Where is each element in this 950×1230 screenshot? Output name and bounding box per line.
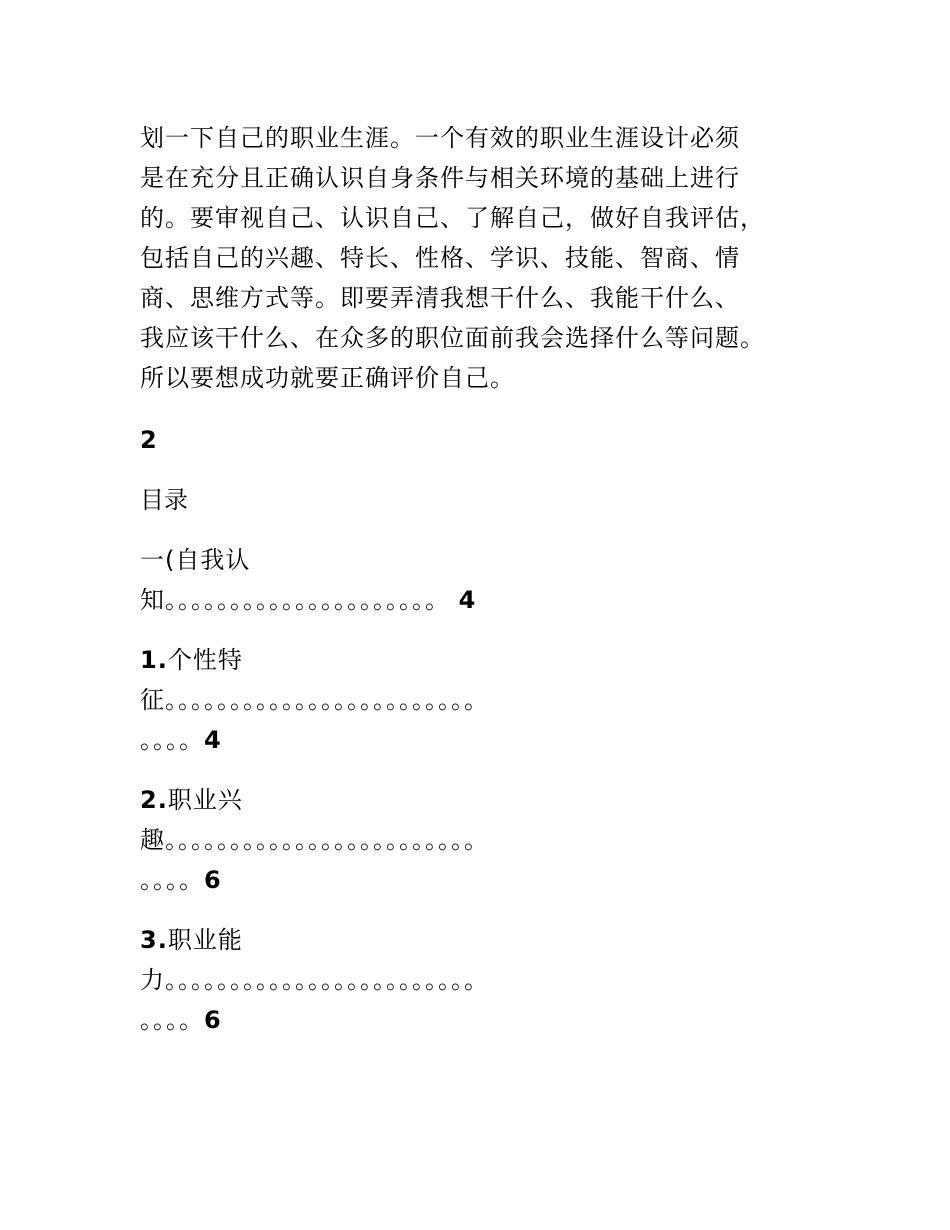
toc-entry-leader-line	[140, 680, 820, 720]
toc-entry-label: 职业兴	[167, 786, 243, 814]
toc-entry[interactable]	[140, 540, 820, 620]
paragraph-line: 我应该干什么、在众多的职位面前我会选择什么等问题。	[140, 324, 765, 352]
toc-page-number: 4	[458, 586, 477, 614]
toc-entry-label: 职业能	[167, 926, 243, 954]
toc-entry-label-line	[140, 540, 820, 580]
page-number: 2	[140, 426, 157, 454]
toc-entry-label-tail: 征	[140, 686, 165, 714]
toc-entry-label-tail: 力	[140, 966, 165, 994]
toc-entry-label: 个性特	[167, 646, 243, 674]
toc-entry-leader-line	[140, 580, 820, 620]
paragraph-line: 商、思维方式等。即要弄清我想干什么、我能干什么、	[140, 284, 740, 312]
toc-entry-leader-line	[140, 960, 820, 1000]
toc-page-number: 6	[204, 1006, 222, 1034]
paragraph-line: 是在充分且正确认识自身条件与相关环境的基础上进行	[140, 164, 740, 192]
paragraph-line: 的。要审视自己、认识自己、了解自己，做好自我评估，	[140, 204, 765, 232]
document-page	[140, 118, 820, 1040]
paragraph-line: 所以要想成功就要正确评价自己。	[140, 364, 515, 392]
toc-entry-label-line	[140, 920, 820, 960]
toc-entry-number: 2.	[140, 786, 168, 814]
toc-leader-dots: 。。。。	[140, 1006, 204, 1034]
body-paragraph	[140, 118, 820, 398]
toc-entry-number: 3.	[140, 926, 168, 954]
toc-leader-dots: 。。。。。。。。。。。。。。。。。。。。。。。。	[165, 826, 489, 854]
toc-entry[interactable]	[140, 780, 820, 900]
toc-entry-number: 1.	[140, 646, 168, 674]
toc-leader-dots: 。。。。	[140, 866, 204, 894]
toc-entry-label: 一(自我认	[140, 546, 251, 574]
toc-entry-label-line	[140, 780, 820, 820]
toc-leader-dots: 。。。。。。。。。。。。。。。。。。。。。。。。	[165, 686, 489, 714]
toc-page-number: 6	[204, 866, 222, 894]
toc-leader-dots: 。。。。	[140, 726, 204, 754]
paragraph-line: 包括自己的兴趣、特长、性格、学识、技能、智商、情	[140, 244, 740, 272]
toc-leader-dots: 。。。。。。。。。。。。。。。。。。。。。	[165, 586, 450, 614]
toc-entry-label-line	[140, 640, 820, 680]
toc-entry[interactable]	[140, 640, 820, 760]
toc-entry-leader-line	[140, 820, 820, 860]
toc-title: 目录	[140, 486, 188, 514]
toc-page-number: 4	[204, 726, 222, 754]
toc-entry-leader-line	[140, 860, 820, 900]
toc-entry[interactable]	[140, 920, 820, 1040]
toc-entry-label-tail: 知	[140, 586, 165, 614]
toc-entry-leader-line	[140, 720, 820, 760]
toc-leader-dots: 。。。。。。。。。。。。。。。。。。。。。。。。	[165, 966, 489, 994]
paragraph-line: 划一下自己的职业生涯。一个有效的职业生涯设计必须	[140, 124, 740, 152]
toc-entry-leader-line	[140, 1000, 820, 1040]
toc-entry-label-tail: 趣	[140, 826, 165, 854]
